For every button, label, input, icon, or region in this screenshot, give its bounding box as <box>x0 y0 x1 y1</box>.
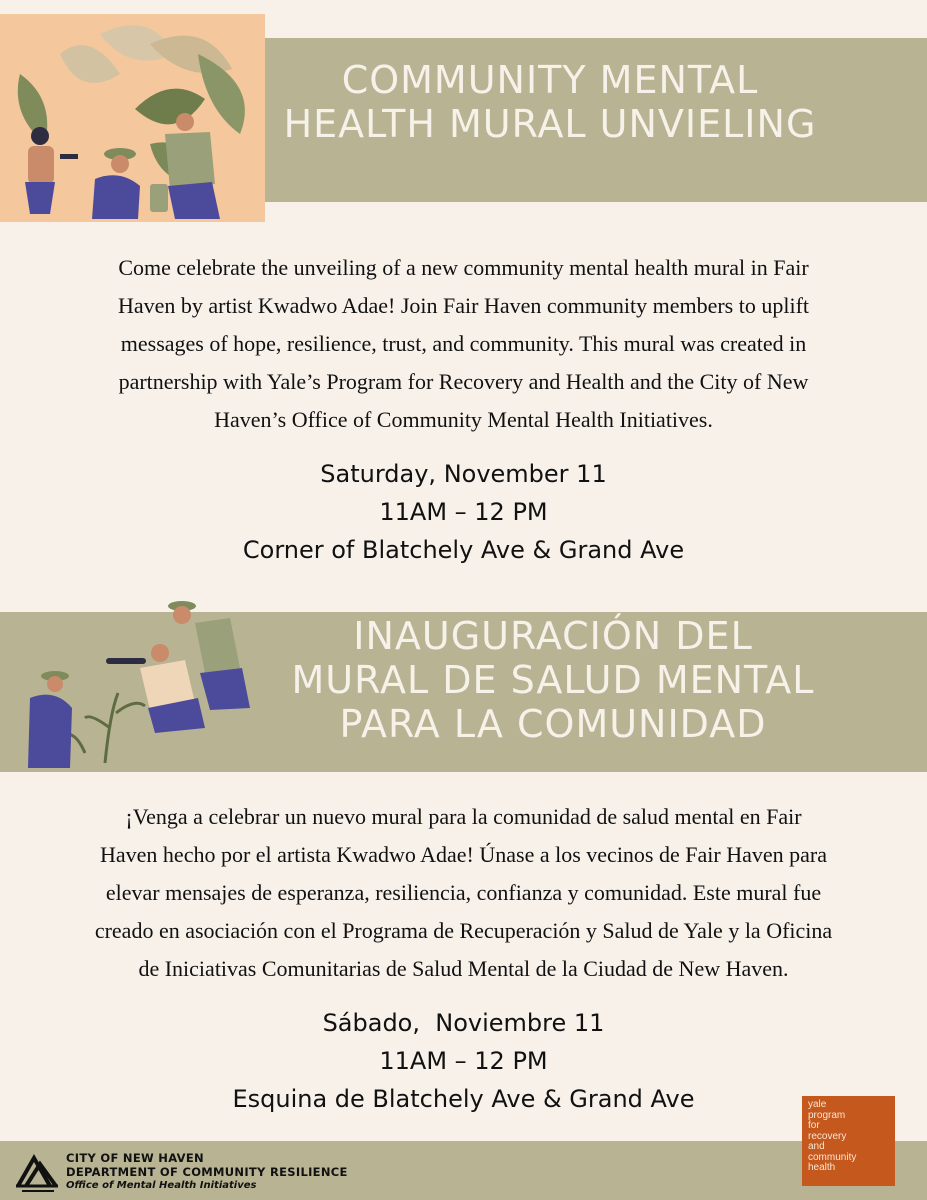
office-name: Office of Mental Health Initiatives <box>66 1180 257 1191</box>
english-date: Saturday, November 11 <box>320 460 607 488</box>
english-paragraph-line: Haven’s Office of Community Mental Health Initiatives. <box>214 407 713 432</box>
english-paragraph-line: Come celebrate the unveiling of a new community mental health mural in Fair <box>118 255 809 280</box>
english-heading <box>250 58 850 146</box>
spanish-paragraph-line: ¡Venga a celebrar un nuevo mural para la comunidad de salud mental en Fair <box>125 804 802 829</box>
english-event-details <box>0 455 927 569</box>
english-heading-line-1: COMMUNITY MENTAL <box>341 58 759 102</box>
yale-logo-line: recovery <box>808 1130 847 1142</box>
yale-logo-line: for <box>808 1120 820 1131</box>
english-paragraph-line: messages of hope, resilience, trust, and community. This mural was created in <box>120 331 807 356</box>
spanish-paragraph-line: creado en asociación con el Programa de Recuperación y Salud de Yale y la Oficina <box>94 918 833 943</box>
spanish-paragraph <box>0 798 927 988</box>
department-name: DEPARTMENT OF COMMUNITY RESILIENCE <box>66 1165 348 1179</box>
yale-logo-line: community <box>808 1151 857 1163</box>
english-paragraph-line: Haven by artist Kwadwo Adae! Join Fair Haven community members to uplift <box>117 293 810 318</box>
spanish-heading-line-3: PARA LA COMUNIDAD <box>339 702 767 746</box>
english-paragraph <box>0 249 927 439</box>
spanish-heading-line-1: INAUGURACIÓN DEL <box>353 614 753 658</box>
spanish-paragraph-line: elevar mensajes de esperanza, resiliencia, confianza y comunidad. Este mural fue <box>105 880 822 905</box>
yale-program-logo <box>802 1096 895 1186</box>
spanish-event-details <box>0 1004 927 1118</box>
yale-logo-line: program <box>808 1109 846 1121</box>
english-time: 11AM – 12 PM <box>379 498 548 526</box>
english-location: Corner of Blatchely Ave & Grand Ave <box>242 536 685 564</box>
painters-illustration <box>10 598 260 778</box>
yale-logo-line: health <box>808 1162 836 1173</box>
spanish-date: Sábado, Noviembre 11 <box>322 1009 605 1037</box>
yale-logo-line: yale <box>808 1099 827 1110</box>
spanish-location: Esquina de Blatchely Ave & Grand Ave <box>232 1085 695 1113</box>
city-department-text <box>66 1151 348 1193</box>
spanish-paragraph-line: Haven hecho por el artista Kwadwo Adae! Únase a los vecinos de Fair Haven para <box>100 842 827 867</box>
spanish-paragraph-line: de Iniciativas Comunitarias de Salud Mental de la Ciudad de New Haven. <box>138 956 789 981</box>
city-of-new-haven-logo-icon <box>14 1150 60 1192</box>
english-heading-line-2: HEALTH MURAL UNVIELING <box>283 102 817 146</box>
spanish-heading <box>250 614 856 746</box>
english-paragraph-line: partnership with Yale’s Program for Recovery and Health and the City of New <box>118 369 809 394</box>
spanish-time: 11AM – 12 PM <box>379 1047 548 1075</box>
yale-logo-line: and <box>808 1141 825 1152</box>
spanish-heading-line-2: MURAL DE SALUD MENTAL <box>291 658 815 702</box>
gardeners-illustration <box>0 14 268 224</box>
city-name: CITY OF NEW HAVEN <box>66 1151 204 1165</box>
